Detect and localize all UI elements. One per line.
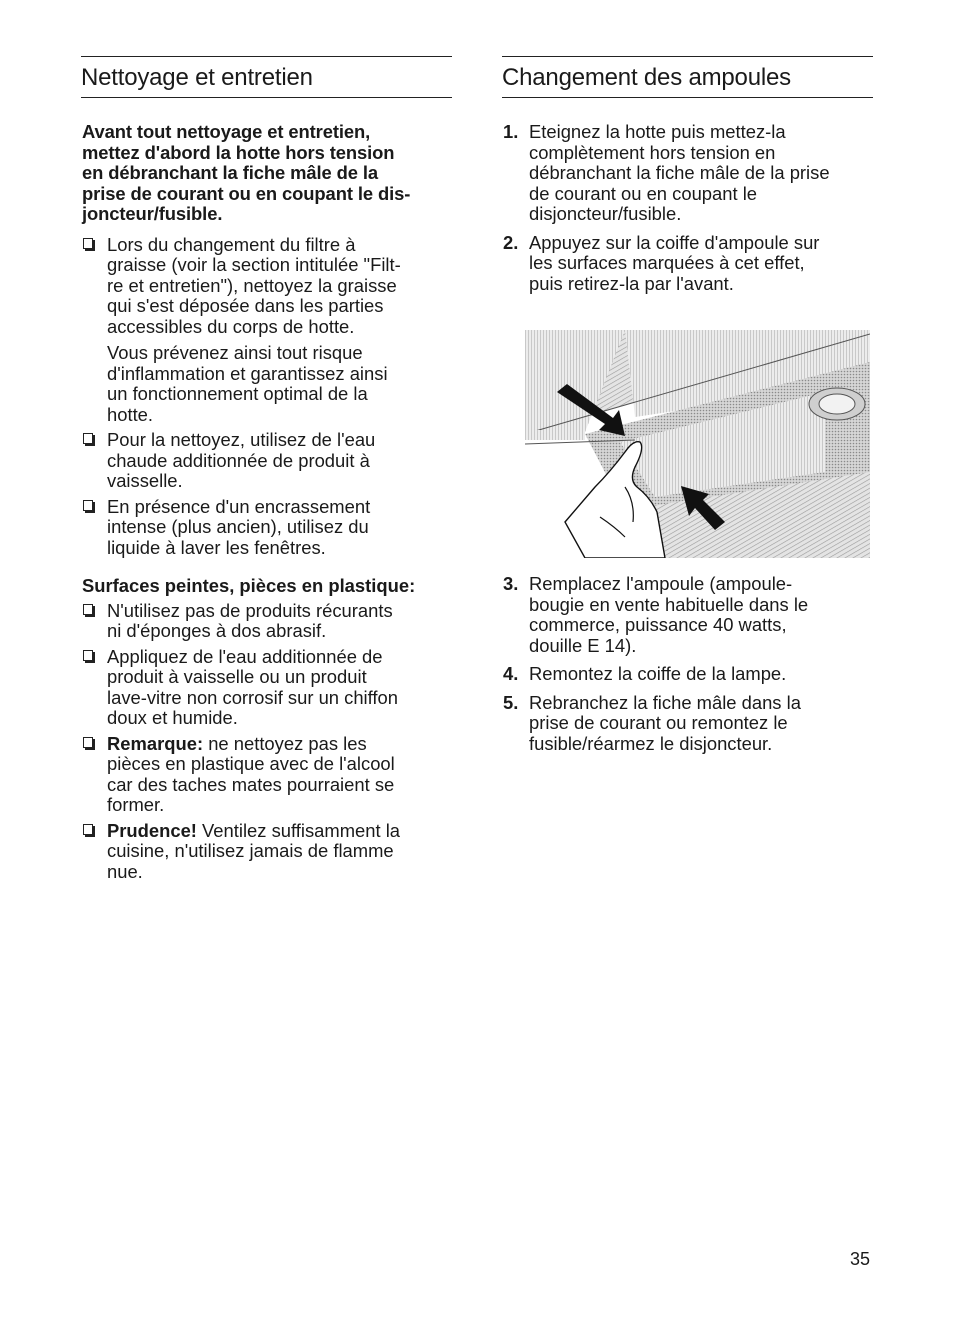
text-line: accessibles du corps de hotte. xyxy=(107,315,355,337)
step-item xyxy=(502,664,873,685)
text-line: Eteignez la hotte puis mettez-la xyxy=(529,121,786,142)
text-line: disjoncteur/fusible. xyxy=(529,203,682,224)
list-item xyxy=(82,235,452,426)
text-line: mettez d'abord la hotte hors tension xyxy=(82,141,395,163)
list-item xyxy=(82,601,452,642)
checkbox-bullet-icon xyxy=(83,824,93,835)
page-number: 35 xyxy=(849,1249,870,1269)
remark-label: Remarque: xyxy=(107,732,204,754)
step-number: 3. xyxy=(503,573,519,594)
text-line: produit à vaisselle ou un produit xyxy=(107,666,367,687)
section-title: Nettoyage et entretien xyxy=(81,64,313,91)
text-line: N'utilisez pas de produits récurants xyxy=(107,599,393,621)
text-line: vaisselle. xyxy=(107,470,183,491)
text-line: Lors du changement du filtre à xyxy=(107,233,356,255)
text-line: prise de courant ou en coupant le dis- xyxy=(82,182,411,204)
text-line: prise de courant ou remontez le xyxy=(529,712,788,733)
text-line: Vous prévenez ainsi tout risque xyxy=(107,342,363,363)
list-item xyxy=(82,497,452,559)
text-line: Remplacez l'ampoule (ampoule- xyxy=(529,573,793,594)
checkbox-bullet-icon xyxy=(83,604,93,615)
list-item xyxy=(82,734,452,816)
text-line: lave-vitre non corrosif sur un chiffon xyxy=(107,686,398,708)
text-line: qui s'est déposée dans les parties xyxy=(107,295,384,316)
section-title: Changement des ampoules xyxy=(502,64,791,91)
list-item xyxy=(82,647,452,729)
list-item-note xyxy=(107,343,452,425)
step-item xyxy=(502,574,873,656)
text-line: bougie en vente habituelle dans le xyxy=(529,593,809,615)
bulb-cover-illustration xyxy=(525,322,870,558)
text-line: Remontez la coiffe de la lampe. xyxy=(529,663,787,684)
step-number: 2. xyxy=(503,231,519,253)
checkbox-bullet-icon xyxy=(83,433,93,444)
text-line: car des taches mates pourraient se xyxy=(107,773,395,795)
text-line: douille E 14). xyxy=(529,634,637,656)
text-line: Pour la nettoyez, utilisez de l'eau xyxy=(107,429,376,450)
cleaning-list xyxy=(82,235,452,559)
text-line: Rebranchez la fiche mâle dans la xyxy=(529,691,801,713)
text-line: puis retirez-la par l'avant. xyxy=(529,272,734,294)
text-line: cuisine, n'utilisez jamais de flamme xyxy=(107,840,394,861)
checkbox-bullet-icon xyxy=(83,500,93,511)
section-header xyxy=(81,56,452,98)
text-line: En présence d'un encrassement xyxy=(107,495,371,517)
text-line: Appliquez de l'eau additionnée de xyxy=(107,645,383,667)
text-line: former. xyxy=(107,794,165,815)
step-number: 5. xyxy=(503,691,519,713)
text-line: intense (plus ancien), utilisez du xyxy=(107,516,369,537)
text-line: doux et humide. xyxy=(107,707,238,728)
step-number: 4. xyxy=(503,663,519,684)
text-line: Appuyez sur la coiffe d'ampoule sur xyxy=(529,231,820,253)
text-line: re et entretien"), nettoyez la graisse xyxy=(107,274,397,296)
checkbox-bullet-icon xyxy=(83,737,93,748)
steps-list-bottom xyxy=(502,574,873,754)
text-line: chaude additionnée de produit à xyxy=(107,449,370,471)
text-line: débranchant la fiche mâle de la prise xyxy=(529,162,830,183)
surfaces-list xyxy=(82,601,452,883)
list-item xyxy=(82,821,452,883)
hood-light-drawing xyxy=(525,322,870,558)
text-line: les surfaces marquées à cet effet, xyxy=(529,252,805,273)
steps-list-top xyxy=(502,122,873,294)
text-line: complètement hors tension en xyxy=(529,141,776,163)
step-item xyxy=(502,693,873,755)
bulb-column xyxy=(502,56,873,754)
step-item xyxy=(502,233,873,295)
text-line: d'inflammation et garantissez ainsi xyxy=(107,362,388,384)
text-line: nue. xyxy=(107,860,143,882)
caution-label: Prudence! xyxy=(107,819,197,841)
text-line: Ventilez suffisamment la xyxy=(196,819,401,841)
text-line: ne nettoyez pas les xyxy=(203,732,367,754)
text-line: Avant tout nettoyage et entretien, xyxy=(82,121,371,142)
text-line: fusible/réarmez le disjoncteur. xyxy=(529,732,773,754)
section-header xyxy=(502,56,873,98)
list-item xyxy=(82,430,452,492)
checkbox-bullet-icon xyxy=(83,238,93,249)
text-line: graisse (voir la section intitulée "Filt- xyxy=(107,254,401,275)
cleaning-column xyxy=(82,56,452,882)
checkbox-bullet-icon xyxy=(83,650,93,661)
text-line: hotte. xyxy=(107,403,154,425)
text-line: un fonctionnement optimal de la xyxy=(107,383,368,404)
text-line: en débranchant la fiche mâle de la xyxy=(82,162,379,183)
step-number: 1. xyxy=(503,121,519,142)
text-line: pièces en plastique avec de l'alcool xyxy=(107,753,395,774)
step-item xyxy=(502,122,873,225)
text-line: ni d'éponges à dos abrasif. xyxy=(107,620,327,641)
text-line: commerce, puissance 40 watts, xyxy=(529,614,787,635)
text-line: joncteur/fusible. xyxy=(82,203,223,224)
safety-warning xyxy=(82,122,452,225)
text-line: de courant ou en coupant le xyxy=(529,182,758,204)
text-line: liquide à laver les fenêtres. xyxy=(107,536,326,558)
subsection-title: Surfaces peintes, pièces en plastique: xyxy=(82,575,416,596)
